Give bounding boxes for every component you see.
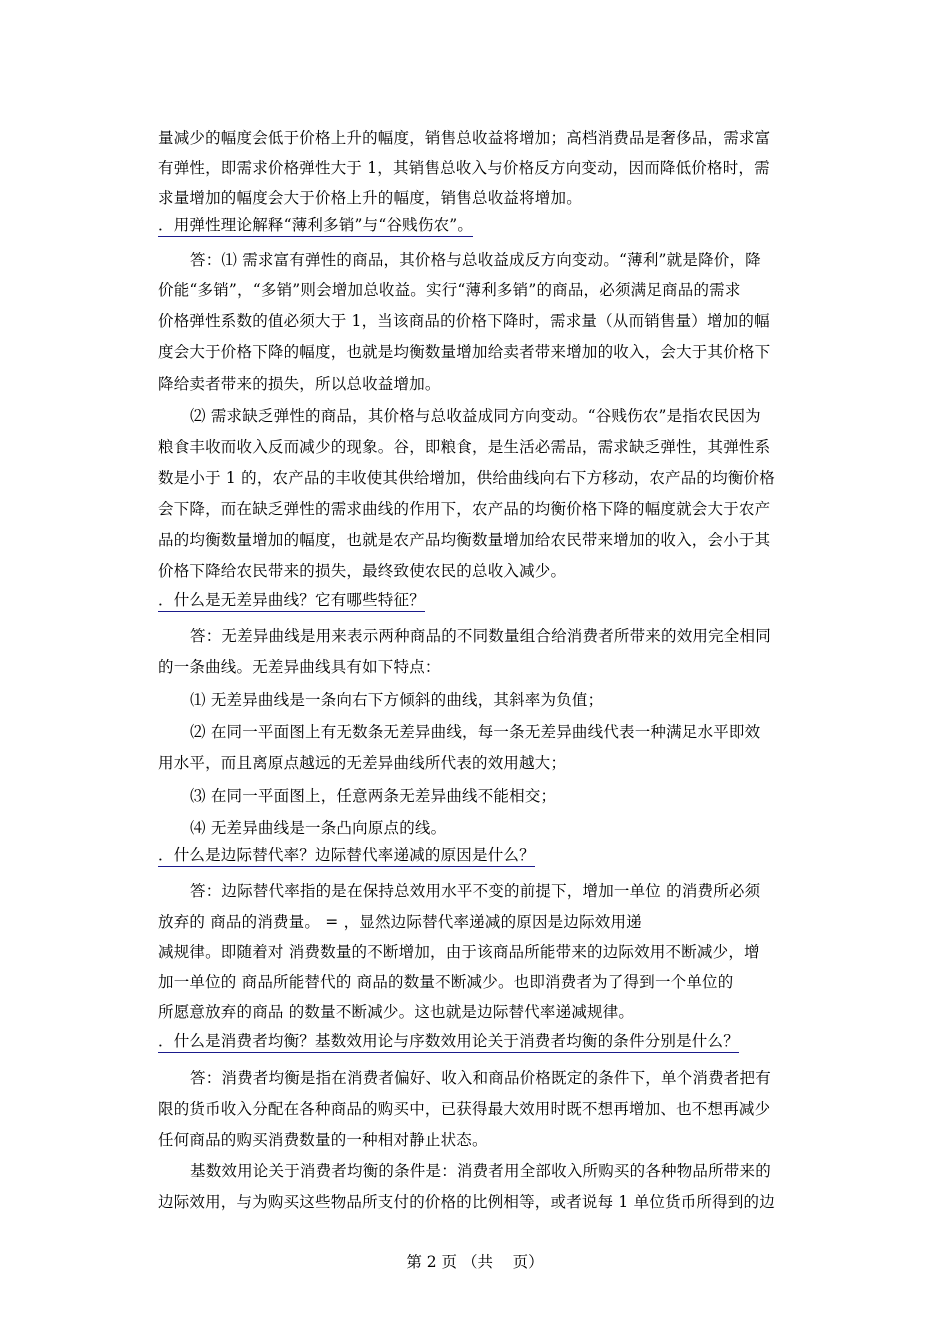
text-line: 量减少的幅度会低于价格上升的幅度，销售总收益将增加；高档消费品是奢侈品，需求富 — [158, 129, 771, 147]
text-line: 所愿意放弃的商品 的数量不断减少。这也就是边际替代率递减规律。 — [158, 1003, 635, 1021]
text-line: 价格弹性系数的值必须大于 1，当该商品的价格下降时，需求量（从而销售量）增加的幅 — [158, 312, 770, 330]
text-line: 价能“多销”，“多销”则会增加总收益。实行“薄利多销”的商品，必须满足商品的需求 — [158, 281, 741, 299]
question-heading: ．用弹性理论解释“薄利多销”与“谷贱伤农”。 — [158, 215, 473, 237]
page-footer: 第 2 页 （共 页） — [406, 1253, 544, 1271]
text-line: 答：消费者均衡是指在消费者偏好、收入和商品价格既定的条件下，单个消费者把有 — [190, 1069, 771, 1087]
text-line: 度会大于价格下降的幅度，也就是均衡数量增加给卖者带来增加的收入，会大于其价格下 — [158, 343, 771, 361]
text-line: 粮食丰收而收入反而减少的现象。谷，即粮食，是生活必需品，需求缺乏弹性，其弹性系 — [158, 438, 771, 456]
text-line: 求量增加的幅度会大于价格上升的幅度，销售总收益将增加。 — [158, 189, 582, 207]
text-line: ⑵ 在同一平面图上有无数条无差异曲线，每一条无差异曲线代表一种满足水平即效 — [190, 723, 761, 741]
question-heading: ．什么是边际替代率？边际替代率递减的原因是什么？ — [158, 845, 535, 867]
text-line: 有弹性，即需求价格弹性大于 1，其销售总收入与价格反方向变动，因而降低价格时，需 — [158, 159, 770, 177]
text-line: 边际效用，与为购买这些物品所支付的价格的比例相等，或者说每 1 单位货币所得到的边 — [158, 1193, 775, 1211]
text-line: 降给卖者带来的损失，所以总收益增加。 — [158, 375, 441, 393]
text-line: 品的均衡数量增加的幅度，也就是农产品均衡数量增加给农民带来增加的收入，会小于其 — [158, 531, 771, 549]
text-line: 限的货币收入分配在各种商品的购买中，已获得最大效用时既不想再增加、也不想再减少 — [158, 1100, 771, 1118]
text-line: 答：无差异曲线是用来表示两种商品的不同数量组合给消费者所带来的效用完全相同 — [190, 627, 771, 645]
text-line: ⑶ 在同一平面图上，任意两条无差异曲线不能相交； — [190, 787, 557, 805]
text-line: 任何商品的购买消费数量的一种相对静止状态。 — [158, 1131, 488, 1149]
question-heading: ．什么是无差异曲线？它有哪些特征？ — [158, 590, 425, 612]
text-line: 价格下降给农民带来的损失，最终致使农民的总收入减少。 — [158, 562, 567, 580]
text-line: 放弃的 商品的消费量。 = ，显然边际替代率递减的原因是边际效用递 — [158, 913, 642, 931]
text-line: ⑵ 需求缺乏弹性的商品，其价格与总收益成同方向变动。“谷贱伤农”是指农民因为 — [190, 407, 761, 425]
text-line: ⑴ 无差异曲线是一条向右下方倾斜的曲线，其斜率为负值； — [190, 691, 604, 709]
text-line: 会下降，而在缺乏弹性的需求曲线的作用下，农产品的均衡价格下降的幅度就会大于农产 — [158, 500, 771, 518]
text-line: 基数效用论关于消费者均衡的条件是：消费者用全部收入所购买的各种物品所带来的 — [190, 1162, 771, 1180]
text-line: 的一条曲线。无差异曲线具有如下特点： — [158, 658, 441, 676]
text-line: 答：边际替代率指的是在保持总效用水平不变的前提下，增加一单位 的消费所必须 — [190, 882, 761, 900]
text-line: 数是小于 1 的，农产品的丰收使其供给增加，供给曲线向右下方移动，农产品的均衡价格 — [158, 469, 775, 487]
text-line: 答：⑴ 需求富有弹性的商品，其价格与总收益成反方向变动。“薄利”就是降价，降 — [190, 251, 761, 269]
question-heading: ．什么是消费者均衡？基数效用论与序数效用论关于消费者均衡的条件分别是什么？ — [158, 1031, 739, 1053]
text-line: 用水平，而且离原点越远的无差异曲线所代表的效用越大； — [158, 754, 567, 772]
text-line: 加一单位的 商品所能替代的 商品的数量不断减少。也即消费者为了得到一个单位的 — [158, 973, 734, 991]
text-line: 减规律。即随着对 消费数量的不断增加，由于该商品所能带来的边际效用不断减少，增 — [158, 943, 760, 961]
text-line: ⑷ 无差异曲线是一条凸向原点的线。 — [190, 819, 447, 837]
